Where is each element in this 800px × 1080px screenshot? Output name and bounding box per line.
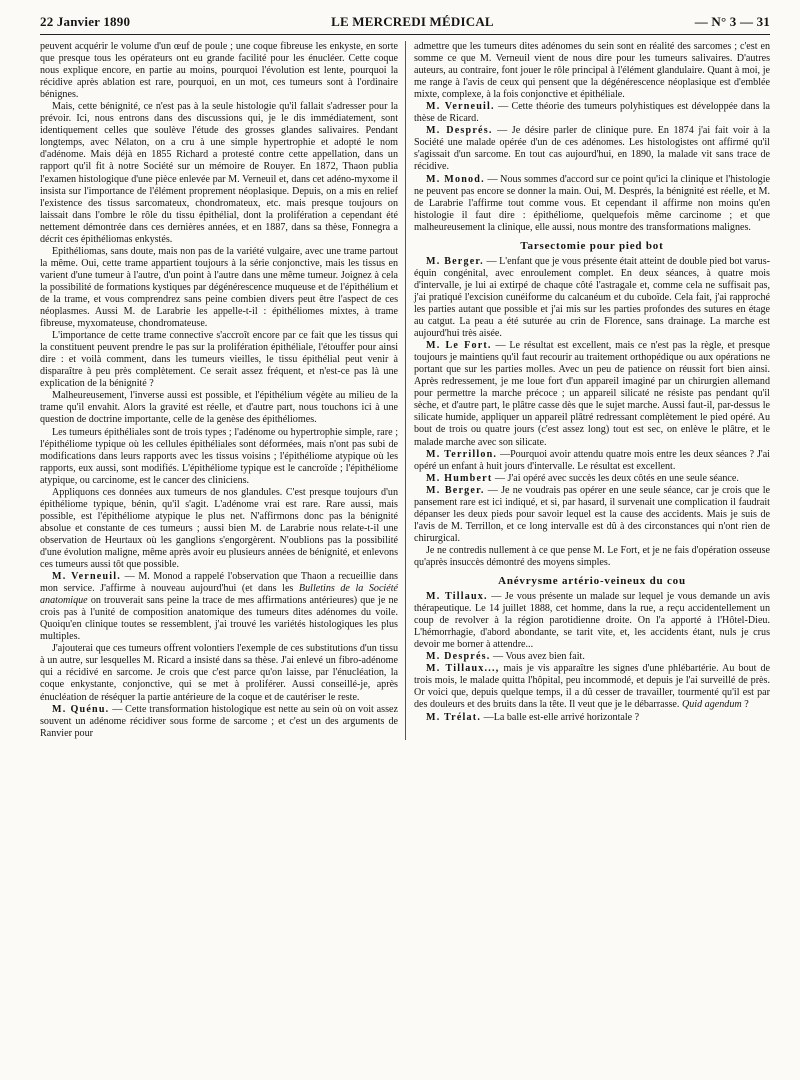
speaker-name: M. Berger. [426,255,484,267]
speaker-name: M. Terrillon. [426,448,498,460]
speaker-name: M. Le Fort. [426,340,492,352]
paragraph [414,174,770,234]
paragraph-text: — J'ai opéré avec succès les deux côtés en une seule séance. [494,472,739,484]
speaker-name: M. Verneuil. [426,101,495,113]
paragraph-text: — Cette théorie des tumeurs polyhistiques est développée dans la thèse de Ricard. [414,101,770,125]
section-heading: Anévrysme artério-veineux du cou [498,575,686,588]
paragraph-text: — Le résultat est excellent, mais ce n'est pas la règle, et presque toujours je maintiens qu'il faut recourir au traitement orthopédique ou aux opérations ne portant que sur les parties molles. Avec un peu de patience on réussit fort bien ainsi. Après redressement, je me loue fort d'un appareil imaginé par un chirurgien allemand pour permettre la marche précoce ; un appareil silicaté ne résiste pas pendant qu'il sèche, et d'autre part, le plâtre casse dès que le sujet marche. Aussi faut-il, par-dessus le silicate humide, appliquer un appareil plâtré redressant complètement le pied opéré. Au bout de trois ou quatre jours (c'est assez long) tout est sec, on enlève le plâtre, et le malade marche avec son silicate. [414,340,770,448]
paragraph-text: admettre que les tumeurs dites adénomes du sein sont en réalité des sarcomes ; c'est en somme ce que M. Verneuil vient de nous dire pour les tumeurs salivaires. D'autres auteurs, au contraire, font jouer le rôle principal à l'élément glandulaire. Quant à moi, je me range à l'avis de ceux qui pensent que la dégénérescence néoplasique est d'emblée mixte, complexe, à la fois conjonctive et épithéliale. [414,41,770,101]
paragraph-text: ? [741,699,749,711]
paragraph-text: Je ne contredis nullement à ce que pense M. Le Fort, et je ne fais d'opération osseuse qu'après insuccès démontré des moyens simples. [414,544,770,568]
header-date: 22 Janvier 1890 [40,14,131,29]
section-heading: Tarsectomie pour pied bot [520,239,664,252]
paragraph-text: Malheureusement, l'inverse aussi est possible, et l'épithélium végète au milieu de la trame qu'il envahit. Alors la gravité est réelle, et d'autre part, nous touchons ici à une question de doctrine importante, celle de la genèse des épithéliomes. [40,390,398,426]
paragraph [40,41,398,101]
paragraph [40,427,398,487]
paragraph-text: Appliquons ces données aux tumeurs de nos glandules. C'est presque toujours d'un épithéliome typique, bénin, qu'il s'agit. L'adénome vrai est rare. Rare aussi, mais possible, est l'épithéliome atypique le plus net. N'affirmons donc pas la bénignité absolue et constante de ces tumeurs ; aussi bien M. de Larabrie nous relate-t-il une observation de Heurtaux où les ganglions s'engorgèrent. N'oublions pas la possibilité d'une évolution maligne, même après avoir eu plusieurs années de bénignité, et enlevons ces tumeurs aussi tôt que possible. [40,486,398,571]
paragraph [414,256,770,340]
italic-title: Bulletins de la Société anatomique [40,583,398,607]
paragraph [414,449,770,473]
paragraph [40,101,398,246]
text-columns [40,41,770,740]
speaker-name: M. Tillaux. [426,591,488,603]
paragraph-text: Epithéliomas, sans doute, mais non pas de la variété vulgaire, avec une trame partout la même. Oui, cette trame appartient toujours à la série conjonctive, mais les tissus en varient d'une tumeur à l'autre, d'un point à l'autre dans une même tumeur. Joignez à cela la possibilité de formations kystiques par dégénérescence muqueuse et de l'épithélium et de la trame, et vous comprendrez sans peine combien divers peut être l'aspect de ces néoplasmes. Aussi M. de Larabrie les appelle-t-il : épithéliomes mixtes, à trame fibreuse, myxomateuse, chondromateuse. [40,245,398,330]
header-journal-title: LE MERCREDI MÉDICAL [331,14,494,29]
speaker-name: M. Monod. [426,173,485,185]
paragraph [414,340,770,448]
paragraph-text: — L'enfant que je vous présente était atteint de double pied bot varus-équin congénital, avec enroulement complet. En deux séances, à quatre mois d'intervalle, je lui ai extirpé de chaque côté l'astragale et, comme cela ne suffisait pas, j'ai pratiqué l'excision cunéiforme du calcanéum et du cuboïde. Cela fait, j'ai rapproché les parties autant que possible et j'ai mis sur les parties profondes des sutures en étage au catgut. La peau a été suturée au crin de Florence, sans drainage. La marche est aujourd'hui très aisée. [414,255,771,340]
paragraph-text: — Je désire parler de clinique pure. En 1874 j'ai fait voir à la Société une malade opérée d'un de ces adénomes. Les histologistes ont affirmé qu'il s'agissait d'un sarcome. En tout cas aujourd'hui, en 1890, la malade vit sans trace de récidive. [414,125,770,173]
paragraph [40,704,398,740]
paragraph-text: L'importance de cette trame connective s'accroît encore par ce fait que les tissus qui la constituent peuvent prendre le pas sur la prolifération épithéliale, l'étouffer pour ainsi dire : et voilà comment, dans les tumeurs vieilles, le tissu épithélial peut venir à disparaître à peu près complètement. Ce serait assez fréquent, et n'est-ce pas là une explication de la bénignité ? [40,330,398,390]
paragraph [414,125,770,173]
paragraph-text: peuvent acquérir le volume d'un œuf de poule ; une coque fibreuse les enkyste, en sorte que presque tous les opérateurs ont eu grande facilité pour les énucléer. Cette coque nous explique encore, en partie au moins, pourquoi l'évolution est lente, pourquoi la récidive après ablation est rare, pourquoi, en un mot, ces tumeurs sont à l'ordinaire bénignes. [40,41,398,101]
paragraph-text: — Cette transformation histologique est nette au sein où on voit assez souvent un adénome récidiver sous forme de sarcome ; et c'est un des arguments de Ranvier pour [40,703,398,739]
paragraph [414,663,770,711]
paragraph-text: Les tumeurs épithéliales sont de trois types ; l'adénome ou hypertrophie simple, rare ; l'épithéliome typique où les cellules épithéliales sont déformées, mais n'ont pas subi de modifications dans leurs rapports avec les tissus voisins ; l'épithéliome atypique où les rapports, eux aussi, sont modifiés. L'épithéliome typique est le cancroïde ; l'épithéliome atypique, ou carcinome, est le cancer des cliniciens. [40,426,398,486]
speaker-name: M. Tillaux..., [426,663,500,675]
paragraph [414,651,770,663]
paragraph-text: —Pourquoi avoir attendu quatre mois entre les deux séances ? J'ai opéré un enfant à huit jours d'intervalle. Le résultat est excellent. [414,448,770,472]
speaker-name: M. Humbert [426,472,493,484]
paragraph [40,390,398,426]
paragraph-text: mais je vis apparaître les signes d'une phlébartérie. Au bout de trois mois, le malade quitta l'hôpital, peu incommodé, et depuis je l'ai surveillé de près. Or voici que, depuis quelque temps, il a dû cesser de travailler, tourmenté qu'il est par des douleurs et des bruits dans la tête. Il veut que je le débarrasse. [414,663,770,711]
paragraph-text: —La balle est-elle arrivé horizontale ? [483,711,640,723]
italic-title: Quid agendum [681,699,742,711]
speaker-name: M. Berger. [426,484,485,496]
paragraph [414,591,770,651]
speaker-name: M. Trélat. [426,711,482,723]
paragraph-text: — Je ne voudrais pas opérer en une seule séance, car je crois que le pansement rare est ici indiqué, et si, par hasard, il survenait une complication il faudrait dépanser les deux pieds pour savoir lequel est la cause des accidents. Mais je suis de l'avis de M. Terrillon, et ce long intervalle est dû à des circonstances qui n'ont rien de chirurgical. [414,484,771,544]
paragraph-text: J'ajouterai que ces tumeurs offrent volontiers l'exemple de ces substitutions d'un tissu à un autre, sur lesquelles M. Ricard a insisté dans sa thèse. J'ai enlevé un fibro-adénome qui a récidivé en sarcome. Je crois que c'est parce qu'on laisse, par l'énucléation, la coque enkystante, conjonctive, qui se met à proliférer. Aussi conseillé-je, après énucléation de réséquer la partie antérieure de la coque et de cautériser le reste. [40,643,398,703]
paragraph-text: — Je vous présente un malade sur lequel je vous demande un avis thérapeutique. Le 14 juillet 1888, cet homme, dans la rue, a reçu accidentellement un coup de revolver à la région parotidienne droite. On l'a apporté à l'Hôtel-Dieu. L'hémorrhagie, d'abord abondante, se tarit vite, et, les accidents étant, nuls je crus devoir me borner à attendre... [414,591,770,651]
paragraph-text: — Vous avez bien fait. [493,651,585,663]
paragraph-text: — Nous sommes d'accord sur ce point qu'ici la clinique et l'histologie ne peuvent pas encore se donner la main. Oui, M. Després, la bénignité est réelle, et M. de Larabrie l'affirme tout comme vous. Et cependant il affirme non moins qu'en histologie il faut dire : épithéliome, quelquefois même carcinome ; et que malheureusement la clinique, elle aussi, nous montre des transformations malignes. [414,173,771,233]
paragraph-text: Mais, cette bénignité, ce n'est pas à la seule histologie qu'il fallait s'adresser pour la prévoir. Ici, nous entrons dans des discussions qui, je le dis immédiatement, sont identiquement celles que soulève l'étude des grosses glandes salivaires. Pendant longtemps, avec Nélaton, on a cru à une simple hypertrophie et adopté le nom d'adénome. Mais déjà en 1855 Richard a protesté contre cette appellation, dans un rapport qu'il fit à notre Société sur un mémoire de Rouyer. En 1872, Thaon publia l'examen histologique d'une pièce enlevée par M. Verneuil et, dans cet adéno-myxome il insista sur l'importance de l'élément proprement néoplasique. Depuis, on a mis en relief l'existence des tissus sarcomateux, chondromateux, etc. mais presque toujours on laissait dans l'ombre le rôle du tissu épithélial, dont la prolifération a cependant été nettement démontrée dans ces dernières années, et en 1887, dans sa thèse, Fonnegra a décrit ces épithéliomas enkystés. [40,101,398,245]
speaker-name: M. Després. [426,651,491,663]
running-header [40,14,770,35]
paragraph [414,712,770,724]
paragraph [414,485,770,545]
paragraph [40,643,398,703]
header-issue-page: — N° 3 — 31 [694,14,770,29]
paragraph [40,246,398,330]
paragraph [414,101,770,125]
left-column [40,41,405,740]
paragraph [414,41,770,101]
paragraph [414,473,770,485]
right-column [405,41,770,740]
paragraph [414,545,770,569]
paragraph [40,487,398,571]
speaker-name: M. Verneuil. [52,571,122,583]
paragraph-text: — M. Monod a rappelé l'observation que Thaon a recueillie dans mon service. J'affirme à nouveau aujourd'hui (et dans les [40,571,398,595]
paragraph-text: on trouverait sans peine la trace de mes affirmations antérieures) que je ne crois pas à l'unité de composition anatomique des tumeurs dites adénomes du voile. Quoiqu'en clinique toutes se ressemblent, j'ai trouvé les variétés histologiques les plus multiples. [40,595,398,643]
paragraph [40,571,398,643]
speaker-name: M. Després. [426,125,493,137]
speaker-name: M. Quénu. [52,703,110,715]
paragraph [40,330,398,390]
